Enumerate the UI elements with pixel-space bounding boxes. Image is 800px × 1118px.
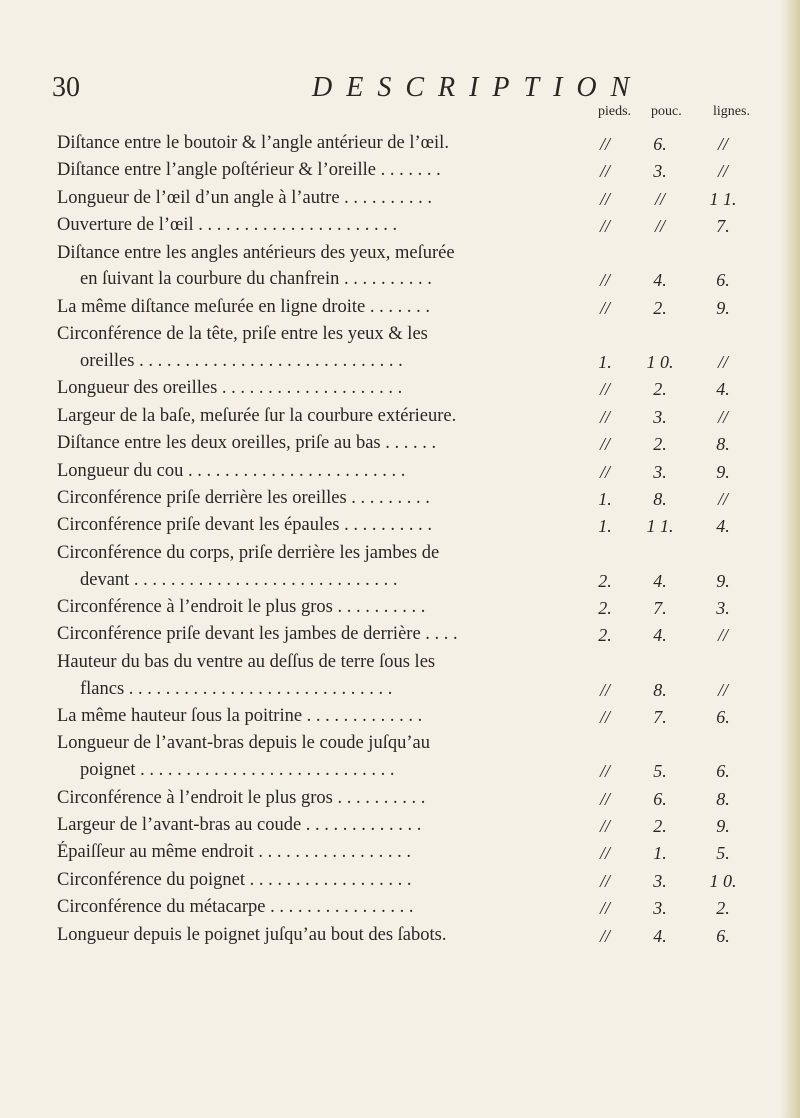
- value-pouces: //: [654, 216, 665, 237]
- value-lignes: 2.: [716, 898, 730, 919]
- value-pieds: //: [599, 461, 610, 482]
- value-lignes: 6.: [716, 761, 730, 782]
- measurement-label-continued: oreilles . . . . . . . . . . . . . . . . . . . . . . . . . . . . .: [80, 351, 403, 371]
- column-header-pouces: pouc.: [651, 104, 682, 119]
- value-pouces: 1 0.: [646, 352, 674, 372]
- value-lignes: //: [717, 134, 728, 154]
- value-pieds: //: [599, 679, 610, 700]
- value-lignes: 4.: [716, 379, 730, 400]
- value-lignes: 4.: [716, 516, 730, 537]
- column-header-lignes: lignes.: [713, 104, 750, 119]
- measurement-label: La même diſtance meſurée en ligne droite . . . . . . .: [57, 296, 430, 317]
- value-pieds: //: [599, 188, 610, 209]
- value-pieds: //: [599, 161, 610, 182]
- value-lignes: 6.: [716, 270, 730, 291]
- value-pieds: //: [599, 297, 610, 318]
- value-lignes: //: [717, 406, 728, 427]
- value-pieds: //: [599, 870, 610, 891]
- value-pouces: 5.: [653, 761, 667, 782]
- value-lignes: 8.: [716, 434, 730, 455]
- value-pieds: //: [599, 898, 610, 919]
- value-lignes: 1 1.: [709, 188, 737, 209]
- value-lignes: 1 0.: [709, 870, 737, 891]
- value-pouces: 3.: [653, 898, 667, 919]
- value-pouces: 2.: [653, 297, 667, 318]
- value-pieds: //: [599, 816, 610, 836]
- value-lignes: //: [717, 679, 728, 700]
- value-pouces: 1 1.: [646, 516, 674, 537]
- measurement-label: Circonférence du poignet . . . . . . . . . . . . . . . . . .: [57, 869, 412, 890]
- measurement-label: Hauteur du bas du ventre au deſſus de terre ſous les: [57, 651, 436, 672]
- column-header-pieds: pieds.: [598, 104, 632, 119]
- measurement-label: Diſtance entre le boutoir & l’angle antérieur de l’œil.: [57, 133, 449, 153]
- value-lignes: 9.: [716, 297, 730, 318]
- value-lignes: 9.: [716, 570, 730, 591]
- measurement-label: Circonférence à l’endroit le plus gros . . . . . . . . . .: [57, 597, 426, 617]
- value-lignes: 9.: [716, 816, 730, 836]
- value-pieds: //: [599, 406, 610, 427]
- value-pieds: //: [599, 379, 610, 400]
- value-pouces: 4.: [653, 925, 667, 946]
- value-lignes: //: [717, 352, 728, 372]
- measurement-label-continued: en ſuivant la courbure du chanfrein . . . . . . . . . .: [80, 269, 432, 290]
- value-pouces: 7.: [653, 598, 667, 618]
- measurement-label-continued: flancs . . . . . . . . . . . . . . . . . . . . . . . . . . . . .: [80, 678, 393, 699]
- value-pouces: 6.: [653, 134, 667, 154]
- value-pieds: 1.: [598, 516, 612, 537]
- measurement-label: Circonférence du corps, priſe derrière les jambes de: [57, 542, 440, 563]
- measurement-label: Longueur de l’œil d’un angle à l’autre . . . . . . . . . .: [57, 187, 433, 208]
- value-pieds: 2.: [598, 598, 612, 618]
- value-lignes: //: [717, 489, 728, 509]
- measurement-label-continued: poignet . . . . . . . . . . . . . . . . . . . . . . . . . . . .: [80, 760, 395, 781]
- value-pouces: 2.: [653, 816, 667, 836]
- value-pieds: //: [599, 434, 610, 455]
- measurement-label-continued: devant . . . . . . . . . . . . . . . . . . . . . . . . . . . . .: [80, 569, 398, 590]
- value-lignes: 8.: [716, 788, 730, 809]
- value-lignes: 6.: [716, 925, 730, 946]
- value-pouces: 8.: [653, 489, 667, 509]
- value-pouces: 8.: [653, 679, 667, 700]
- value-pieds: //: [599, 925, 610, 946]
- value-pieds: //: [599, 843, 610, 864]
- measurement-label: Largeur de l’avant-bras au coude . . . . . . . . . . . . .: [57, 815, 422, 835]
- value-lignes: 3.: [716, 598, 730, 618]
- measurement-label: Circonférence priſe devant les épaules . . . . . . . . . .: [57, 515, 433, 536]
- value-pouces: 4.: [653, 625, 667, 646]
- value-pieds: //: [599, 707, 610, 727]
- measurement-label: Épaiſſeur au même endroit . . . . . . . . . . . . . . . . .: [57, 842, 411, 863]
- measurement-label: Longueur depuis le poignet juſqu’au bout des ſabots.: [57, 924, 447, 945]
- value-pouces: //: [654, 188, 665, 209]
- measurement-label: Circonférence de la tête, priſe entre les yeux & les: [57, 324, 428, 345]
- measurement-label: Circonférence priſe devant les jambes de derrière . . . .: [57, 624, 458, 645]
- value-lignes: 9.: [716, 461, 730, 482]
- value-pouces: 3.: [653, 161, 667, 182]
- measurement-label: Diſtance entre les angles antérieurs des yeux, meſurée: [57, 242, 455, 263]
- value-pieds: 1.: [598, 352, 612, 372]
- value-pieds: //: [599, 216, 610, 237]
- measurement-label: Circonférence du métacarpe . . . . . . . . . . . . . . . .: [57, 897, 414, 918]
- measurement-label: Diſtance entre les deux oreilles, priſe au bas . . . . . .: [57, 433, 437, 454]
- measurement-label: La même hauteur ſous la poitrine . . . . . . . . . . . . .: [57, 706, 423, 726]
- value-pieds: //: [599, 761, 610, 782]
- measurement-label: Longueur des oreilles . . . . . . . . . . . . . . . . . . . .: [57, 378, 403, 399]
- page-header: [52, 72, 752, 106]
- value-pouces: 7.: [653, 707, 667, 727]
- value-lignes: 5.: [716, 843, 730, 864]
- value-pouces: 2.: [653, 379, 667, 400]
- value-pouces: 6.: [653, 788, 667, 809]
- measurement-label: Circonférence priſe derrière les oreilles . . . . . . . . .: [57, 488, 430, 508]
- value-pieds: 1.: [598, 489, 612, 509]
- measurement-label: Circonférence à l’endroit le plus gros . . . . . . . . . .: [57, 787, 426, 808]
- value-pouces: 4.: [653, 270, 667, 291]
- page-edge-stain: [780, 0, 800, 1118]
- measurement-label: Longueur du cou . . . . . . . . . . . . . . . . . . . . . . . .: [57, 460, 406, 481]
- value-pouces: 3.: [653, 406, 667, 427]
- value-lignes: //: [717, 161, 728, 182]
- value-pouces: 1.: [653, 843, 667, 864]
- value-pieds: 2.: [598, 570, 612, 591]
- measurement-label: Longueur de l’avant-bras depuis le coude juſqu’au: [57, 733, 430, 754]
- value-lignes: 6.: [716, 707, 730, 727]
- value-pieds: //: [599, 270, 610, 291]
- value-lignes: //: [717, 625, 728, 646]
- running-title: DESCRIPTION: [312, 72, 644, 103]
- page-number: 30: [52, 72, 80, 103]
- value-pieds: 2.: [598, 625, 612, 646]
- value-pouces: 4.: [653, 570, 667, 591]
- value-pouces: 2.: [653, 434, 667, 455]
- value-pouces: 3.: [653, 870, 667, 891]
- value-pieds: //: [599, 134, 610, 154]
- value-lignes: 7.: [716, 216, 730, 237]
- value-pouces: 3.: [653, 461, 667, 482]
- measurement-label: Diſtance entre l’angle poſtérieur & l’oreille . . . . . . .: [57, 160, 441, 181]
- measurement-label: Largeur de la baſe, meſurée ſur la courbure extérieure.: [57, 405, 457, 426]
- measurement-label: Ouverture de l’œil . . . . . . . . . . . . . . . . . . . . . .: [57, 215, 398, 236]
- value-pieds: //: [599, 788, 610, 809]
